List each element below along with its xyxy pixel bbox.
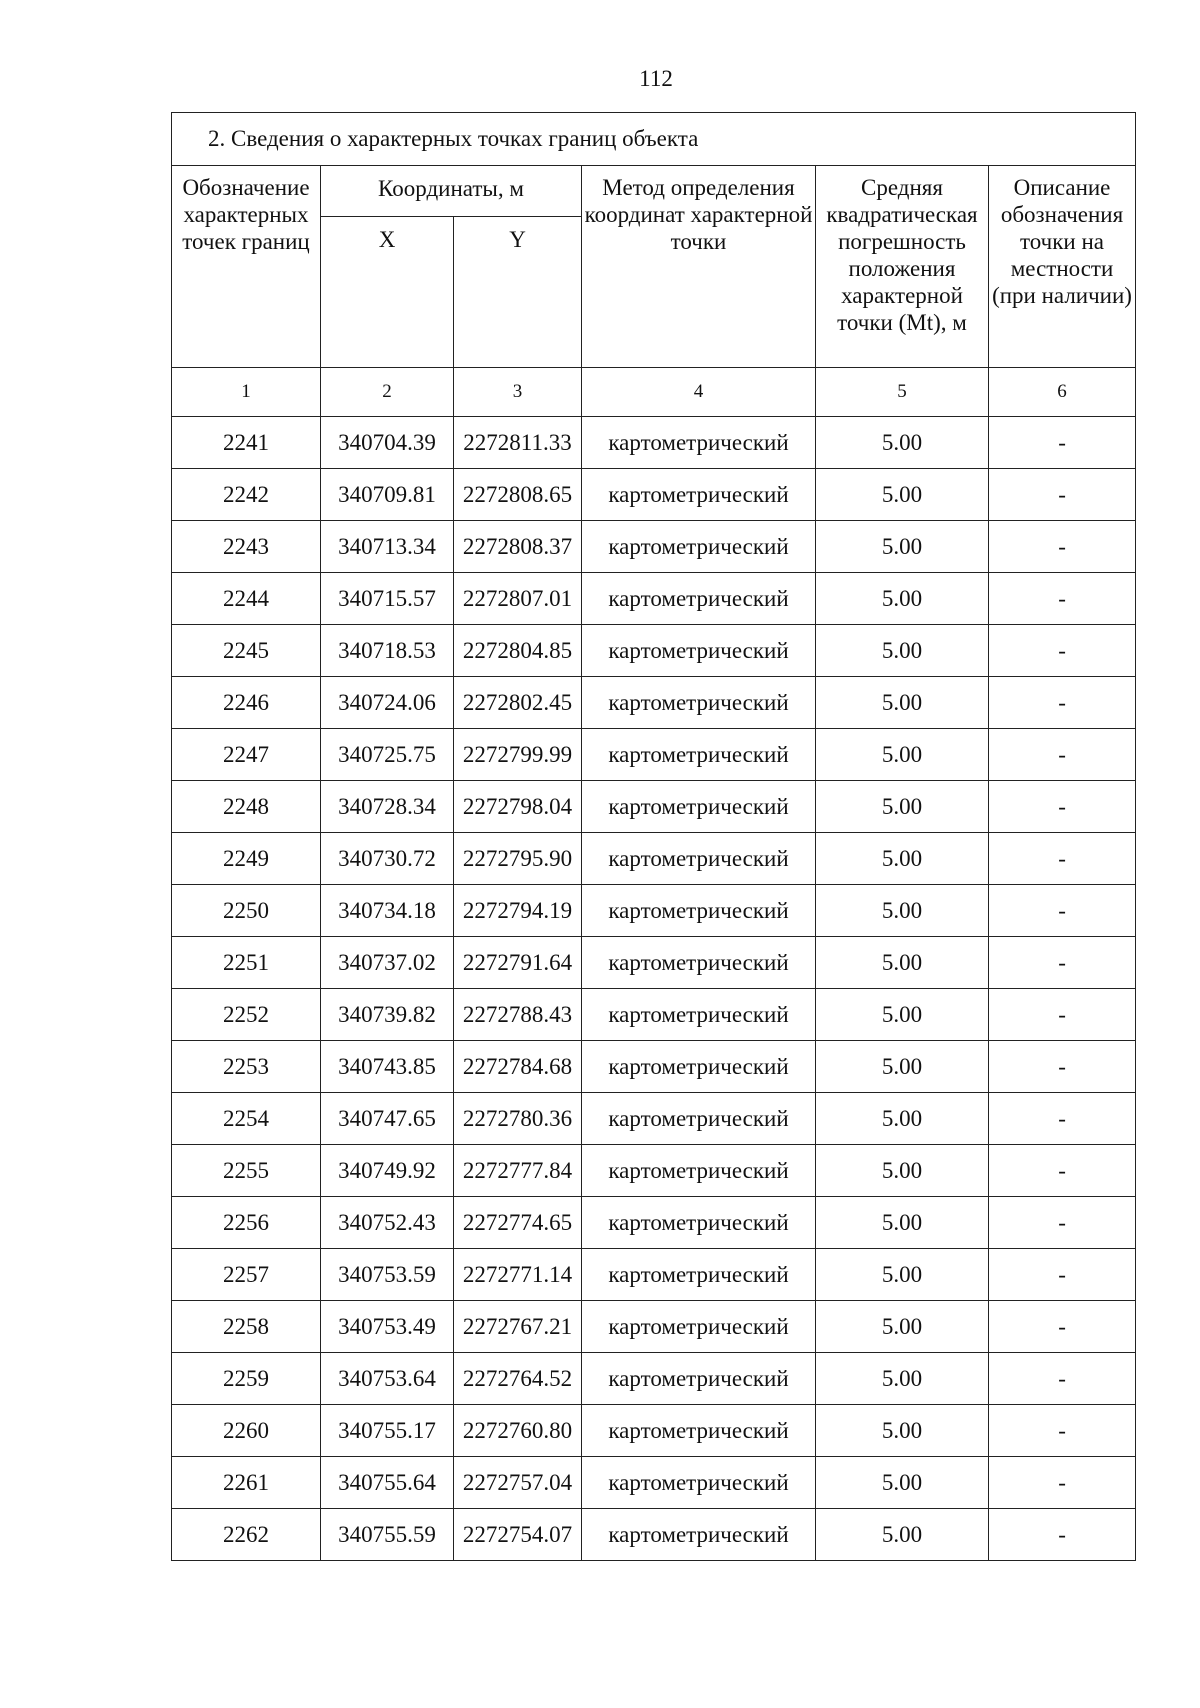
point-id-cell: 2255 (172, 1145, 321, 1197)
table-row (172, 729, 1136, 781)
y-coordinate-cell: 2272767.21 (454, 1301, 582, 1353)
error-cell: 5.00 (816, 729, 989, 781)
y-coordinate-cell: 2272780.36 (454, 1093, 582, 1145)
description-cell: - (989, 937, 1136, 989)
method-cell: картометрический (582, 625, 816, 677)
error-cell: 5.00 (816, 833, 989, 885)
point-id-cell: 2253 (172, 1041, 321, 1093)
method-cell: картометрический (582, 781, 816, 833)
point-id-cell: 2254 (172, 1093, 321, 1145)
method-cell: картометрический (582, 989, 816, 1041)
method-cell: картометрический (582, 677, 816, 729)
method-cell: картометрический (582, 521, 816, 573)
method-cell: картометрический (582, 885, 816, 937)
method-cell: картометрический (582, 1457, 816, 1509)
y-coordinate-cell: 2272757.04 (454, 1457, 582, 1509)
y-coordinate-cell: 2272799.99 (454, 729, 582, 781)
description-cell: - (989, 1249, 1136, 1301)
table-row (172, 1197, 1136, 1249)
table-body (172, 417, 1136, 1561)
x-coordinate-cell: 340753.59 (321, 1249, 454, 1301)
table-row (172, 469, 1136, 521)
point-id-cell: 2248 (172, 781, 321, 833)
x-coordinate-cell: 340747.65 (321, 1093, 454, 1145)
x-coordinate-cell: 340755.64 (321, 1457, 454, 1509)
header-method: Метод определения координат характерной точки (582, 166, 816, 368)
x-coordinate-cell: 340749.92 (321, 1145, 454, 1197)
x-coordinate-cell: 340724.06 (321, 677, 454, 729)
x-coordinate-cell: 340725.75 (321, 729, 454, 781)
method-cell: картометрический (582, 1093, 816, 1145)
header-coordinates: Координаты, м (321, 166, 582, 217)
y-coordinate-cell: 2272808.65 (454, 469, 582, 521)
description-cell: - (989, 1145, 1136, 1197)
column-number: 6 (989, 368, 1136, 417)
point-id-cell: 2259 (172, 1353, 321, 1405)
point-id-cell: 2249 (172, 833, 321, 885)
error-cell: 5.00 (816, 1509, 989, 1561)
description-cell: - (989, 729, 1136, 781)
description-cell: - (989, 469, 1136, 521)
method-cell: картометрический (582, 1145, 816, 1197)
table-row (172, 1145, 1136, 1197)
point-id-cell: 2261 (172, 1457, 321, 1509)
table-row (172, 1405, 1136, 1457)
description-cell: - (989, 573, 1136, 625)
method-cell: картометрический (582, 573, 816, 625)
error-cell: 5.00 (816, 1457, 989, 1509)
y-coordinate-cell: 2272794.19 (454, 885, 582, 937)
table-row (172, 833, 1136, 885)
point-id-cell: 2252 (172, 989, 321, 1041)
x-coordinate-cell: 340755.59 (321, 1509, 454, 1561)
point-id-cell: 2258 (172, 1301, 321, 1353)
y-coordinate-cell: 2272784.68 (454, 1041, 582, 1093)
description-cell: - (989, 1405, 1136, 1457)
x-coordinate-cell: 340709.81 (321, 469, 454, 521)
point-id-cell: 2246 (172, 677, 321, 729)
error-cell: 5.00 (816, 1041, 989, 1093)
x-coordinate-cell: 340713.34 (321, 521, 454, 573)
point-id-cell: 2241 (172, 417, 321, 469)
y-coordinate-cell: 2272791.64 (454, 937, 582, 989)
description-cell: - (989, 677, 1136, 729)
point-id-cell: 2250 (172, 885, 321, 937)
description-cell: - (989, 781, 1136, 833)
y-coordinate-cell: 2272764.52 (454, 1353, 582, 1405)
x-coordinate-cell: 340737.02 (321, 937, 454, 989)
error-cell: 5.00 (816, 521, 989, 573)
table-row (172, 573, 1136, 625)
description-cell: - (989, 1353, 1136, 1405)
y-coordinate-cell: 2272771.14 (454, 1249, 582, 1301)
x-coordinate-cell: 340715.57 (321, 573, 454, 625)
description-cell: - (989, 833, 1136, 885)
point-id-cell: 2247 (172, 729, 321, 781)
table-row (172, 885, 1136, 937)
method-cell: картометрический (582, 937, 816, 989)
table-row (172, 1301, 1136, 1353)
point-id-cell: 2262 (172, 1509, 321, 1561)
point-id-cell: 2245 (172, 625, 321, 677)
method-cell: картометрический (582, 729, 816, 781)
header-description: Описание обозначения точки на местности (при наличии) (989, 166, 1136, 368)
y-coordinate-cell: 2272754.07 (454, 1509, 582, 1561)
description-cell: - (989, 885, 1136, 937)
point-id-cell: 2243 (172, 521, 321, 573)
table-row (172, 781, 1136, 833)
method-cell: картометрический (582, 1353, 816, 1405)
y-coordinate-cell: 2272777.84 (454, 1145, 582, 1197)
y-coordinate-cell: 2272811.33 (454, 417, 582, 469)
error-cell: 5.00 (816, 1353, 989, 1405)
header-error: Средняя квадратическая погрешность положения характерной точки (Mt), м (816, 166, 989, 368)
method-cell: картометрический (582, 1197, 816, 1249)
table-row (172, 1041, 1136, 1093)
y-coordinate-cell: 2272760.80 (454, 1405, 582, 1457)
error-cell: 5.00 (816, 1145, 989, 1197)
header-y: Y (454, 217, 582, 368)
description-cell: - (989, 1197, 1136, 1249)
method-cell: картометрический (582, 1301, 816, 1353)
column-number: 4 (582, 368, 816, 417)
error-cell: 5.00 (816, 677, 989, 729)
error-cell: 5.00 (816, 573, 989, 625)
x-coordinate-cell: 340753.49 (321, 1301, 454, 1353)
table-row (172, 417, 1136, 469)
x-coordinate-cell: 340718.53 (321, 625, 454, 677)
y-coordinate-cell: 2272788.43 (454, 989, 582, 1041)
table-row (172, 1509, 1136, 1561)
error-cell: 5.00 (816, 1249, 989, 1301)
method-cell: картометрический (582, 1041, 816, 1093)
description-cell: - (989, 989, 1136, 1041)
point-id-cell: 2251 (172, 937, 321, 989)
x-coordinate-cell: 340755.17 (321, 1405, 454, 1457)
table-row (172, 1353, 1136, 1405)
x-coordinate-cell: 340739.82 (321, 989, 454, 1041)
column-number: 1 (172, 368, 321, 417)
table-row (172, 989, 1136, 1041)
point-id-cell: 2244 (172, 573, 321, 625)
x-coordinate-cell: 340728.34 (321, 781, 454, 833)
x-coordinate-cell: 340704.39 (321, 417, 454, 469)
column-number: 2 (321, 368, 454, 417)
description-cell: - (989, 417, 1136, 469)
header-designation: Обозначение характерных точек границ (172, 166, 321, 368)
table-row (172, 1249, 1136, 1301)
error-cell: 5.00 (816, 1093, 989, 1145)
y-coordinate-cell: 2272804.85 (454, 625, 582, 677)
method-cell: картометрический (582, 469, 816, 521)
y-coordinate-cell: 2272802.45 (454, 677, 582, 729)
error-cell: 5.00 (816, 1301, 989, 1353)
point-id-cell: 2256 (172, 1197, 321, 1249)
description-cell: - (989, 1093, 1136, 1145)
method-cell: картометрический (582, 1405, 816, 1457)
header-x: X (321, 217, 454, 368)
description-cell: - (989, 521, 1136, 573)
table-row (172, 1093, 1136, 1145)
error-cell: 5.00 (816, 469, 989, 521)
table-title: 2. Сведения о характерных точках границ объекта (172, 113, 1136, 166)
error-cell: 5.00 (816, 417, 989, 469)
error-cell: 5.00 (816, 937, 989, 989)
description-cell: - (989, 1457, 1136, 1509)
table-row (172, 1457, 1136, 1509)
description-cell: - (989, 625, 1136, 677)
method-cell: картометрический (582, 1249, 816, 1301)
table-row (172, 937, 1136, 989)
point-id-cell: 2260 (172, 1405, 321, 1457)
page-number: 112 (639, 66, 673, 91)
table-row (172, 625, 1136, 677)
method-cell: картометрический (582, 417, 816, 469)
y-coordinate-cell: 2272808.37 (454, 521, 582, 573)
error-cell: 5.00 (816, 1197, 989, 1249)
point-id-cell: 2257 (172, 1249, 321, 1301)
column-number: 5 (816, 368, 989, 417)
x-coordinate-cell: 340730.72 (321, 833, 454, 885)
table-row (172, 677, 1136, 729)
x-coordinate-cell: 340734.18 (321, 885, 454, 937)
y-coordinate-cell: 2272807.01 (454, 573, 582, 625)
x-coordinate-cell: 340753.64 (321, 1353, 454, 1405)
method-cell: картометрический (582, 1509, 816, 1561)
error-cell: 5.00 (816, 781, 989, 833)
error-cell: 5.00 (816, 989, 989, 1041)
column-numbers-row (172, 368, 1136, 417)
x-coordinate-cell: 340743.85 (321, 1041, 454, 1093)
method-cell: картометрический (582, 833, 816, 885)
x-coordinate-cell: 340752.43 (321, 1197, 454, 1249)
boundary-points-table (171, 112, 1136, 1561)
description-cell: - (989, 1509, 1136, 1561)
description-cell: - (989, 1041, 1136, 1093)
error-cell: 5.00 (816, 1405, 989, 1457)
column-number: 3 (454, 368, 582, 417)
error-cell: 5.00 (816, 885, 989, 937)
y-coordinate-cell: 2272774.65 (454, 1197, 582, 1249)
point-id-cell: 2242 (172, 469, 321, 521)
error-cell: 5.00 (816, 625, 989, 677)
table-row (172, 521, 1136, 573)
y-coordinate-cell: 2272798.04 (454, 781, 582, 833)
y-coordinate-cell: 2272795.90 (454, 833, 582, 885)
description-cell: - (989, 1301, 1136, 1353)
